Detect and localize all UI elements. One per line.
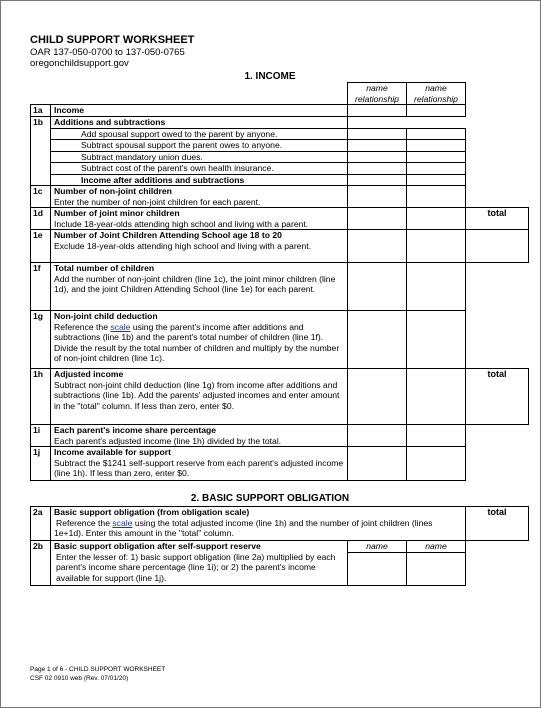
line-1b-item-3: Subtract mandatory union dues. xyxy=(51,151,348,163)
line-1c-description: Enter the number of non-joint children for each parent. xyxy=(54,196,261,207)
line-1g-desc-post: using the parent's income after additions and subtractions (line 1b) and the parent's total number of children (line 1f). Divide the result by the total number of children and multiply by the number of non-joint children (line 1c). xyxy=(54,321,340,363)
line-1b-item-2-parent2-input[interactable] xyxy=(407,140,466,152)
line-1d-parent1-input[interactable] xyxy=(348,208,407,230)
parent1-name-label: name xyxy=(366,83,388,93)
line-1i-number: 1i xyxy=(31,425,51,447)
line-2b-parent2-input[interactable] xyxy=(407,552,466,585)
website-text: oregonchildsupport.gov xyxy=(30,58,129,69)
line-1i-parent1-input[interactable] xyxy=(348,425,407,447)
line-2a-number: 2a xyxy=(31,507,51,541)
line-2a-desc-pre: Reference the xyxy=(56,517,113,528)
line-1f-description: Add the number of non-joint children (line 1c), the joint minor children (line 1d), and the joint Children Attending School (line 1e) for each parent. xyxy=(54,273,336,294)
footer-page-info: Page 1 of 6 - CHILD SUPPORT WORKSHEET xyxy=(30,666,166,673)
line-1b-item-4-parent1-input[interactable] xyxy=(348,163,407,175)
line-1h-total-input[interactable] xyxy=(466,369,529,425)
footer-form-id: CSF 02 0910 web (Rev. 07/01/20) xyxy=(30,675,129,682)
line-1d-number: 1d xyxy=(31,208,51,230)
line-1b-item-4: Subtract cost of the parent's own health insurance. xyxy=(51,163,348,175)
line-1c-parent1-input[interactable] xyxy=(348,186,407,208)
line-1g-parent1-input[interactable] xyxy=(348,311,407,369)
line-1b-after-label: Income after additions and subtractions xyxy=(81,174,245,185)
line-1b-title: Additions and subtractions xyxy=(54,116,166,127)
line-1d-title: Number of joint minor children xyxy=(54,208,180,218)
parent2-name-label: name xyxy=(425,83,447,93)
line-1d-parent2-input[interactable] xyxy=(407,208,466,230)
line-1h-parent1-input[interactable] xyxy=(348,369,407,425)
line-1a-parent1-input[interactable] xyxy=(348,105,407,117)
line-1e-parent1-input[interactable] xyxy=(348,230,407,263)
line-2b-parent2-name-label: name xyxy=(407,541,466,553)
obligation-scale-link[interactable]: scale xyxy=(112,517,133,528)
line-1b-after-parent1-input[interactable] xyxy=(348,174,407,186)
line-1b-number: 1b xyxy=(31,116,51,186)
line-1b-item-1-parent2-input[interactable] xyxy=(407,128,466,140)
line-1d-total-input[interactable] xyxy=(466,208,529,230)
line-2a-title: Basic support obligation (from obligation scale) xyxy=(54,507,250,517)
line-1e-title: Number of Joint Children Attending School age 18 to 20 xyxy=(54,230,282,240)
line-1f-title: Total number of children xyxy=(54,263,155,273)
line-1h-parent2-input[interactable] xyxy=(407,369,466,425)
line-1h-title: Adjusted income xyxy=(54,369,124,379)
line-1a-title: Income xyxy=(54,105,85,115)
worksheet-title: CHILD SUPPORT WORKSHEET xyxy=(30,34,195,46)
line-2a-total-label: total xyxy=(487,507,507,517)
line-1i-title: Each parent's income share percentage xyxy=(54,425,217,435)
line-1g-parent2-input[interactable] xyxy=(407,311,466,369)
line-1e-parent2-input[interactable] xyxy=(407,230,466,263)
basic-support-table xyxy=(30,506,529,586)
line-1b-item-3-parent1-input[interactable] xyxy=(348,151,407,163)
line-1g-desc-pre: Reference the xyxy=(54,321,111,332)
line-2b-description: Enter the lesser of: 1) basic support obligation (line 2a) multiplied by each parent's income share percentage (line 1i); or 2) the parent's income available for support (line 1j). xyxy=(56,551,336,583)
line-1a-number: 1a xyxy=(31,105,51,117)
line-1f-parent1-input[interactable] xyxy=(348,263,407,311)
line-2a-desc-post: using the total adjusted income (line 1h) and the number of joint children (lines 1e+1d). Enter this amount in the "total" column. xyxy=(54,517,433,538)
line-1a-parent2-input[interactable] xyxy=(407,105,466,117)
parent2-relationship-label: relationship xyxy=(414,93,458,104)
section-2-title: 2. BASIC SUPPORT OBLIGATION xyxy=(190,493,350,504)
line-1j-title: Income available for support xyxy=(54,447,171,457)
line-2b-number: 2b xyxy=(31,541,51,586)
line-1c-parent2-input[interactable] xyxy=(407,186,466,208)
line-1j-parent1-input[interactable] xyxy=(348,447,407,481)
line-1f-parent2-input[interactable] xyxy=(407,263,466,311)
line-1i-description: Each parent's adjusted income (line 1h) divided by the total. xyxy=(54,435,282,446)
line-1j-parent2-input[interactable] xyxy=(407,447,466,481)
line-1d-total-label: total xyxy=(487,208,507,218)
section-1-title: 1. INCOME xyxy=(244,71,296,82)
line-1b-item-3-parent2-input[interactable] xyxy=(407,151,466,163)
line-1b-item-1-parent1-input[interactable] xyxy=(348,128,407,140)
line-2a-total-input[interactable] xyxy=(466,507,529,541)
line-1b-item-2-parent1-input[interactable] xyxy=(348,140,407,152)
line-1b-item-2: Subtract spousal support the parent owes to anyone. xyxy=(51,140,348,152)
line-1j-number: 1j xyxy=(31,447,51,481)
line-1c-number: 1c xyxy=(31,186,51,208)
line-1h-description: Subtract non-joint child deduction (line 1g) from income after additions and subtractions (line 1b). Add the parents' adjusted incomes and enter amount in the "total" column. If less than zero, enter $0. xyxy=(54,379,340,411)
line-1b-item-4-parent2-input[interactable] xyxy=(407,163,466,175)
line-1b-after-parent2-input[interactable] xyxy=(407,174,466,186)
oar-reference: OAR 137-050-0700 to 137-050-0765 xyxy=(30,47,185,58)
line-2b-parent1-input[interactable] xyxy=(348,552,407,585)
line-1d-description: Include 18-year-olds attending high school and living with a parent. xyxy=(54,218,309,229)
line-1j-description: Subtract the $1241 self-support reserve from each parent's adjusted income (line 1h). If less than zero, enter $0. xyxy=(54,457,344,478)
line-2b-parent1-name-label: name xyxy=(348,541,407,553)
line-1g-title: Non-joint child deduction xyxy=(54,311,158,321)
line-1h-number: 1h xyxy=(31,369,51,425)
line-1b-item-1: Add spousal support owed to the parent by anyone. xyxy=(51,128,348,140)
income-table xyxy=(30,82,529,481)
line-1i-parent2-input[interactable] xyxy=(407,425,466,447)
line-1e-total-input[interactable] xyxy=(466,230,529,263)
line-1h-total-label: total xyxy=(487,369,507,379)
parent2-header xyxy=(407,83,466,105)
parent1-header xyxy=(348,83,407,105)
line-2b-title: Basic support obligation after self-support reserve xyxy=(54,541,261,551)
line-1c-title: Number of non-joint children xyxy=(54,186,172,196)
line-1g-number: 1g xyxy=(31,311,51,369)
line-1e-description: Exclude 18-year-olds attending high school and living with a parent. xyxy=(54,240,312,251)
scale-link[interactable]: scale xyxy=(110,321,131,332)
parent1-relationship-label: relationship xyxy=(355,93,399,104)
line-1f-number: 1f xyxy=(31,263,51,311)
line-1e-number: 1e xyxy=(31,230,51,263)
